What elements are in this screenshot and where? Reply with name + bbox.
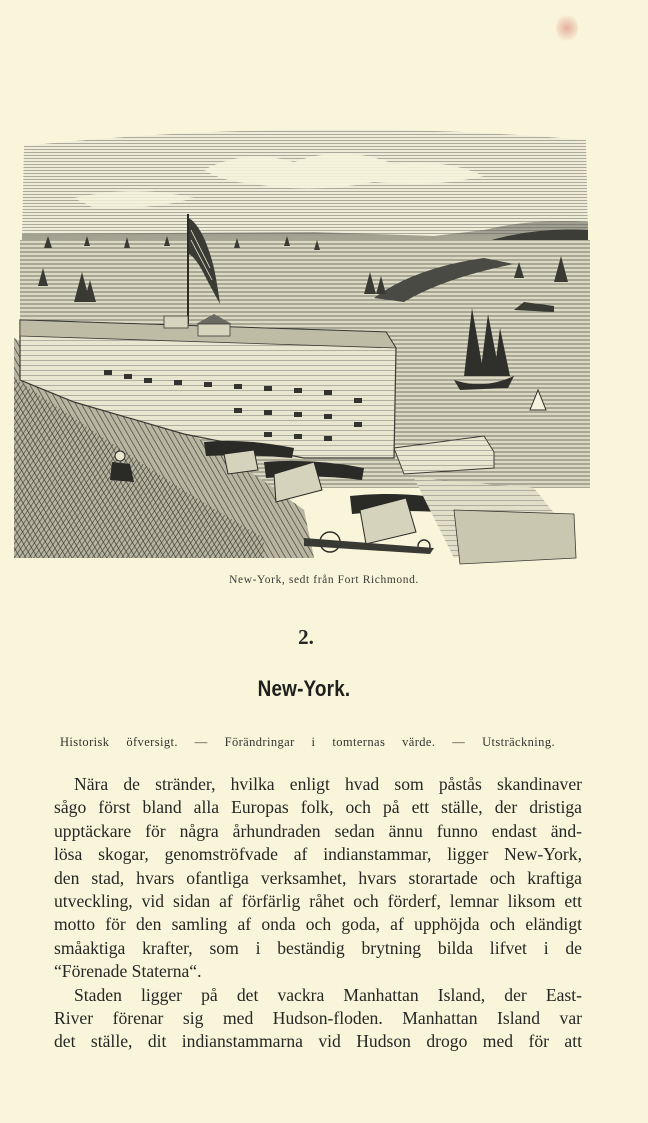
text-line: den stad, hvars ofantliga verksamhet, hvars storartade och kraftiga: [54, 867, 582, 888]
chapter-number: 2.: [298, 625, 314, 649]
text-line: Nära de stränder, hvilka enligt hvad som påstås skandinaver: [74, 774, 582, 794]
text-line: Staden ligger på det vackra Manhattan Island, der East-: [74, 984, 582, 1005]
text-line: River förenar sig med Hudson-floden. Manhattan Island var: [54, 1007, 582, 1028]
paper-stain: [556, 14, 578, 42]
text-line: motto för den samling af onda och goda, af upphöjda och eländigt: [54, 914, 582, 935]
text-line: upptäckare för några århundraden sedan ännu funno endast änd-: [54, 820, 582, 841]
body-text: [54, 773, 582, 1054]
text-line: det ställe, dit indianstammarna vid Hudson drogo med för att: [54, 1031, 582, 1052]
text-line: småaktiga krafter, som i beständig brytning bilda lifvet i de: [54, 937, 582, 958]
chapter-summary: Historisk öfversigt. — Förändringar i tomternas värde. — Utsträckning.: [60, 735, 555, 749]
text-line: utveckling, vid sidan af förfärlig råhet och förderf, lemnar liksom ett: [54, 890, 582, 911]
illustration-caption: New-York, sedt från Fort Richmond.: [229, 574, 419, 586]
text-line: “Förenade Staterna“.: [54, 961, 202, 982]
text-line: lösa skogar, genomströfvade af indianstammar, ligger New-York,: [54, 844, 582, 865]
text-line: sågo först bland alla Europas folk, och på ett ställe, der dristiga: [54, 797, 582, 818]
chapter-title: New-York.: [257, 676, 351, 701]
engraving-illustration: [14, 118, 596, 570]
